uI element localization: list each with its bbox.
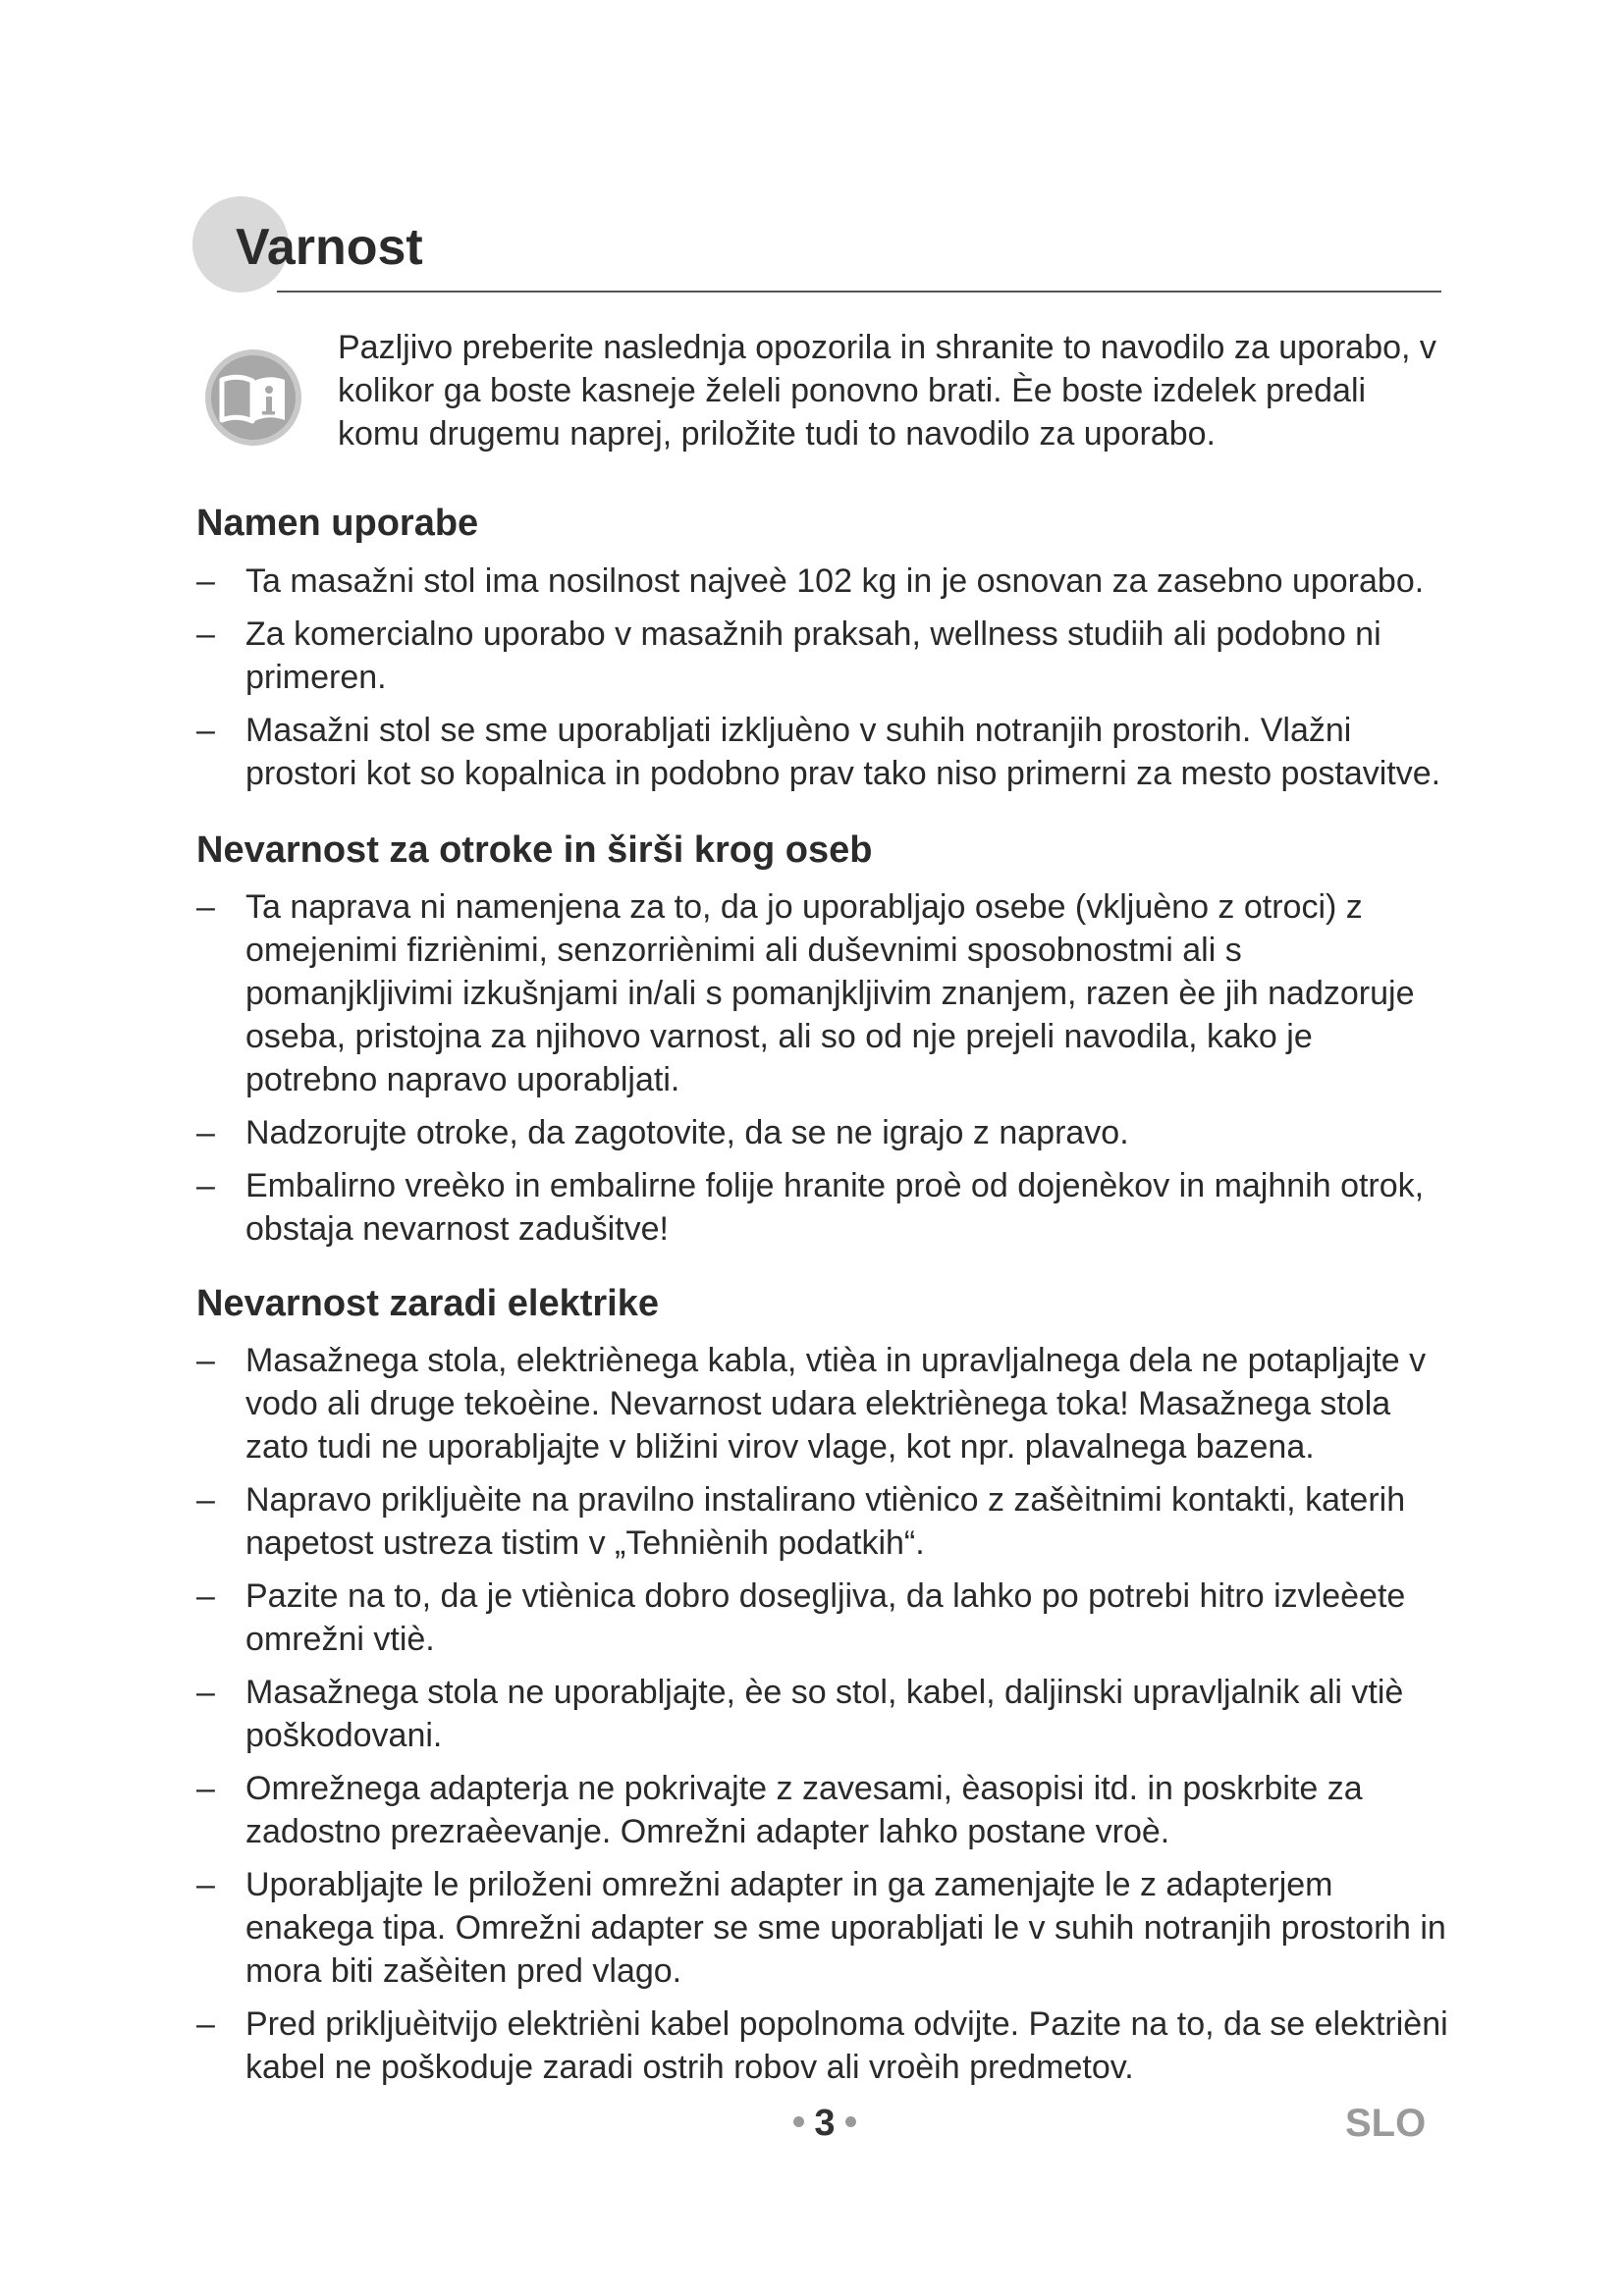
dot-icon	[793, 2116, 804, 2127]
page-title: Varnost	[236, 219, 423, 276]
list-item: – Pazite na to, da je vtiènica dobro dosegljiva, da lahko po potrebi hitro izvleèete omrežni vtiè.	[196, 1575, 1453, 1661]
list-item: – Ta masažni stol ima nosilnost najveè 102 kg in je osnovan za zasebno uporabo.	[196, 560, 1453, 603]
section-heading-intended-use: Namen uporabe	[196, 503, 479, 544]
title-underline	[277, 291, 1441, 293]
section-heading-electric-danger: Nevarnost zaradi elektrike	[196, 1283, 660, 1324]
dash-marker: –	[196, 615, 215, 653]
dash-marker: –	[196, 1114, 215, 1151]
dash-marker: –	[196, 1342, 215, 1379]
dash-marker: –	[196, 1770, 215, 1807]
list-item: – Omrežnega adapterja ne pokrivajte z zavesami, èasopisi itd. in poskrbite za zadostno prezraèevanje. Omrežni adapter lahko postane vroè.	[196, 1767, 1453, 1853]
electric-danger-list	[196, 1339, 1453, 2099]
list-item: – Uporabljajte le priloženi omrežni adapter in ga zamenjajte le z adapterjem enakega tipa. Omrežni adapter se sme uporabljati le v suhih notranjih prostorih in mora biti zašèiten pred vlago.	[196, 1863, 1453, 1993]
list-item: – Masažnega stola, elektriènega kabla, vtièa in upravljalnega dela ne potapljajte v vodo ali druge tekoèine. Nevarnost udara elektriènega toka! Masažnega stola zato tudi ne uporabljajte v bližini virov vlage, kot npr. plavalnega bazena.	[196, 1339, 1453, 1468]
list-item: – Nadzorujte otroke, da zagotovite, da se ne igrajo z napravo.	[196, 1111, 1453, 1154]
dash-marker: –	[196, 562, 215, 600]
intended-use-list	[196, 560, 1453, 805]
children-danger-list	[196, 885, 1453, 1260]
list-item: – Za komercialno uporabo v masažnih praksah, wellness studiih ali podobno ni primeren.	[196, 613, 1453, 699]
dot-icon	[845, 2116, 856, 2127]
list-item: – Masažnega stola ne uporabljajte, èe so stol, kabel, daljinski upravljalnik ali vtiè poškodovani.	[196, 1671, 1453, 1757]
list-item: – Masažni stol se sme uporabljati izkljuèno v suhih notranjih prostorih. Vlažni prostori kot so kopalnica in podobno prav tako niso primerni za mesto postavitve.	[196, 709, 1453, 795]
page-number-text: 3	[814, 2103, 836, 2144]
language-code: SLO	[1345, 2102, 1427, 2145]
dash-marker: –	[196, 2005, 215, 2043]
info-book-icon	[202, 347, 304, 449]
list-item: – Napravo prikljuèite na pravilno instalirano vtiènico z zašèitnimi kontakti, katerih napetost ustreza tistim v „Tehniènih podatkih“.	[196, 1478, 1453, 1565]
dash-marker: –	[196, 1167, 215, 1204]
dash-marker: –	[196, 1577, 215, 1615]
dash-marker: –	[196, 712, 215, 749]
list-item: – Ta naprava ni namenjena za to, da jo uporabljajo osebe (vkljuèno z otroci) z omejenimi fizriènimi, senzorriènimi ali duševnimi sposobnostmi ali s pomanjkljivimi izkušnjami in/ali s pomanjkljivim znanjem, razen èe jih nadzoruje oseba, pristojna za njihovo varnost, ali so od nje prejeli navodila, kako je potrebno napravo uporabljati.	[196, 885, 1453, 1101]
dash-marker: –	[196, 1866, 215, 1903]
dash-marker: –	[196, 888, 215, 926]
dash-marker: –	[196, 1481, 215, 1519]
list-item: – Pred prikljuèitvijo elektrièni kabel popolnoma odvijte. Pazite na to, da se elektrièni kabel ne poškoduje zaradi ostrih robov ali vroèih predmetov.	[196, 2002, 1453, 2089]
page-number	[776, 2101, 874, 2146]
list-item: – Embalirno vreèko in embalirne folije hranite proè od dojenèkov in majhnih otrok, obstaja nevarnost zadušitve!	[196, 1164, 1453, 1251]
section-heading-children-danger: Nevarnost za otroke in širši krog oseb	[196, 829, 873, 871]
intro-text: Pazljivo preberite naslednja opozorila in shranite to navodilo za uporabo, v kolikor ga boste kasneje želeli ponovno brati. Èe boste izdelek predali komu drugemu naprej, priložite tudi to navodilo za uporabo.	[338, 329, 1436, 453]
dash-marker: –	[196, 1674, 215, 1711]
